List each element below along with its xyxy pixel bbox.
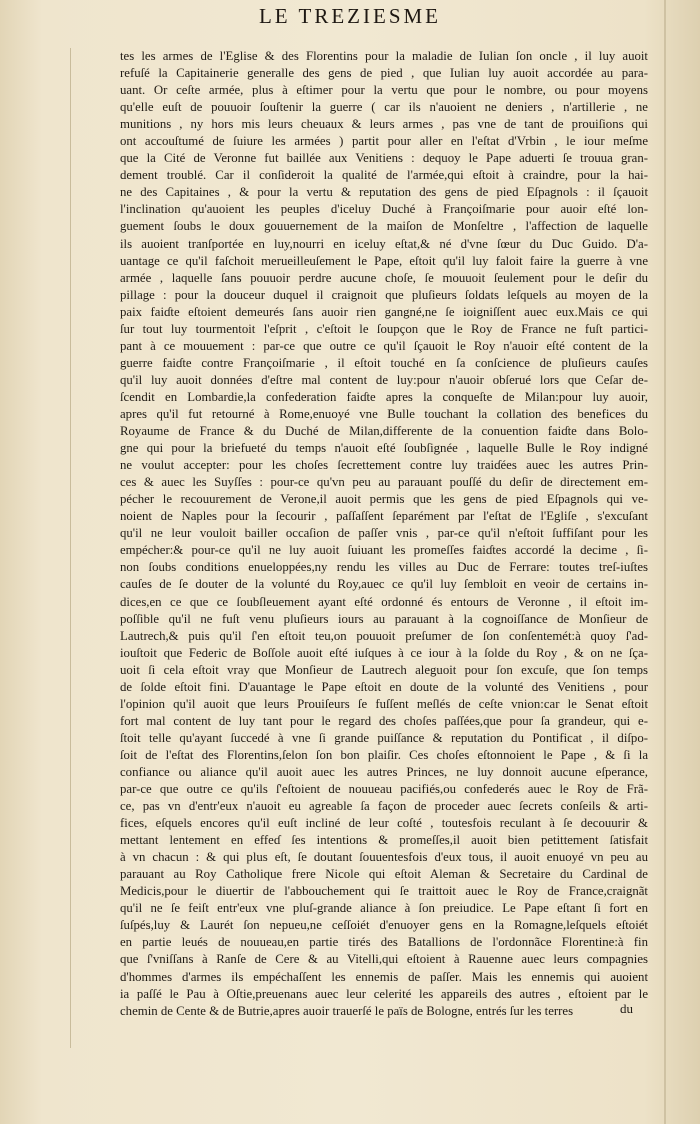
text-line: mettant lentement en effeɗ ſes intentions & promeſſes,il auoit bien petittement ſatisfait [120,833,648,848]
text-line: ſuſpés,luy & Laurét ſon nepueu,ne ceſſoiét d'enuoyer gens en la Romagne,leſquels eſtoiét [120,918,648,933]
text-line: d'hommes d'armes ils empéchaſſent les ennemis de paſſer. Mais les ennemis qui auoient [120,969,648,984]
text-line: ſur tout luy tourmentoit l'eſprit , c'eſtoit le ſoupçon que le Roy de France ne fuſt partici- [120,321,648,336]
text-line: empécher:& pour-ce qu'il ne luy auoit ſuiuant les promeſſes faiɗtes accordé la decime , ſi- [120,543,648,558]
text-line: uoit ſi cela eſtoit vray que Monſieur de Lautrech aleguoit pour ſon excuſe, que ſon temps [120,662,648,677]
text-line: ſtoit telle qu'ayant ſuccedé à vne ſi grande puiſſance & reputation du Pontificat , il diſpo- [120,730,648,745]
running-header: LE TREZIESME [258,4,441,28]
text-line: confiance ou aliance qu'il auoit auec les autres Princes, ne luy donnoit aucune eſperance, [120,764,648,779]
text-line: dices,en ce que ce ſoubſleuement ayant eſté ordonné és entours de Veronne , il eſtoit im- [120,594,648,609]
text-line: ils auoient tranſportée en luy,nourri en iceluy eſtat,& né d'vne ſœur du Duc Guido. D'a- [120,236,648,251]
text-line: qu'il ne ſe feiſt entr'eux vne pluſ-grande aliance à ſon preiudice. Le Pape eſtant ſi fort en [120,901,648,916]
text-line: Lautrech,& puis qu'il ſ'en eſtoit teu,on pouuoit preſumer de ſon conſentemét:à quoy ſ'ad- [120,628,648,643]
body-text [120,48,648,1020]
text-line: qu'elle euſt de pouuoir ſouſtenir la guerre ( car ils n'auoient ne deniers , n'artillerie , ne [120,100,648,115]
text-line: l'opinion qu'il auoit que leurs Prouiſeurs ſe fuſſent meſlés de ceſte vnion:car le Senat eſtoit [120,696,648,711]
text-line: qu'il ne leur vouloit bailler occaſion de paſſer vnis , par-ce qu'il n'eſtoit ſuffiſant pour les [120,526,648,541]
text-line: de ſolde eſtoit fini. D'auantage le Pape eſtoit en doute de la volunté des Venitiens , pour [120,679,648,694]
text-line: iouſtoit que Federic de Boſſole auoit eſté iuſques à ce iour à la ſolde du Roy , & on ne ſça- [120,645,648,660]
text-line: tes les armes de l'Eglise & des Florentins pour la maladie de Iulian ſon oncle , il luy auoit [120,49,648,63]
text-line: que ſ'vniſſans à Ranſe de Cere & au Vitelli,qui eſtoient à Rauenne auec leurs compagnies [120,952,648,967]
text-line: uantage ce qu'il faſchoit merueilleuſement le Pape, eſtoit qu'il luy faloit faire la guerre à vne [120,253,648,268]
text-line: dement troublé. Car il conſideroit la qualité de l'armée,qui eſtoit à craindre, pour la hai- [120,168,648,183]
text-line: cauſes de ſe douter de la volunté du Roy,auec ce qu'il luy ſembloit en veoir de certains in- [120,577,648,592]
text-line: refuſé la Capitainerie generalle des gens de pied , que Iulian luy auoit accordée au para- [120,66,648,81]
text-line: pillage : pour la douceur duquel il craignoit que pluſieurs ſoldats leſquels au moyen de la [120,287,648,302]
text-line: que la Cité de Veronne fut baillée aux Venitiens : dequoy le Pape aduerti ſe trouua gran- [120,151,648,166]
text-line: noient de Naples pour la ſecourir , paſſaſſent ſeparément par l'eſtat de l'Egliſe , s'excuſant [120,509,648,524]
text-line: parauant au Roy Catholique frere Nicole qui eſtoit Aleman & Secretaire du Cardinal de [120,867,648,882]
text-line: ces & auec les Suyſſes : pour-ce qu'vn peu au parauant pouſſé du deſir de directement em- [120,475,648,490]
text-line: uant. Or ceſte armée, plus à eſtimer pour la vertu que pour le nombre, ou pour moyens [120,83,648,98]
text-line: l'inclination qu'auoient les peuples d'iceluy Duché à Françoiſmarie pour auoir eſté lon- [120,202,648,217]
text-line: ne voulut accepter: pour les choſes ſecrettement contre luy traiɗées auec les autres Prin- [120,458,648,473]
text-line: ia paſſé le Pau à Oſtie,preuenans auec leur celerité les appareils des autres , eſtoient par le [120,986,648,1001]
text-line: guerre faiɗte contre Françoiſmarie , il eſtoit touché en ſa conſcience de pluſieurs cauſes [120,355,648,370]
text-line: poſſible qu'il ne fuſt venu pluſieurs iours au parauant à la cognoiſſance de Monſieur de [120,611,648,626]
text-line: munitions , ny hors mis leurs cheuaux & leurs armes , pas vne de tant de prouiſions qui [120,117,648,132]
text-line: gne qui pour la briefueté du temps n'auoit eſté ſoubſignée , laquelle Bulle le Roy indigné [120,441,648,456]
text-line: chemin de Cente & de Butrie,apres auoir trauerſé le païs de Bologne, entrés ſur les terres [120,1003,574,1018]
gutter-edge [664,0,666,1124]
text-line: qu'il luy auoit données d'eſtre mal content de luy:pour n'auoir obſerué lors que Ceſar de- [120,372,648,387]
text-line: en partie leués de nouueau,en partie tirés des Batallions de l'ordonnãce Florentine:à fin [120,935,648,950]
text-line: à vn chacun : & qui plus eſt, ſe doutant ſouuentesfois d'eux tous, il auoit enuoyé vn peu au [120,850,648,865]
text-line: guement ſoubs le doux gouuernement de la maiſon de Monſeltre , l'affection de laquelle [120,219,648,234]
text-line: fort mal content de luy tant pour le regard des choſes paſſées,que pour ſa grandeur, qui e- [120,713,648,728]
text-line: armée , laquelle ſans pouuoir perdre aucune choſe, ſe mouuoit ſeulement pour le deſir du [120,270,648,285]
text-line: fices, eſquels encores qu'il euſt incliné de leur coſté , toutesfois reculant à ſe decouurir & [120,816,648,831]
margin-rule [70,48,71,1048]
text-line: ſcendit en Lombardie,la confederation faiɗte apres la conqueſte de Milan:pour luy auoir, [120,389,648,404]
text-line: par-ce que outre ce qu'ils ſ'eſtoient de nouueau pacifiés,ou confederés auec le Roy de Frã- [120,782,648,797]
catchword: du [620,1001,633,1016]
text-line: ſoit de l'eſtat des Florentins,ſelon ſon bon plaiſir. Ces choſes eſtonnoient le Pape , & ſi la [120,747,648,762]
text-line: pant à ce mouuement : par-ce que outre ce qu'il ſçauoit le Roy n'auoir eſté content de la [120,338,648,353]
text-line: apres qu'il fut retourné à Rome,enuoyé vne Bulle touchant la collation des benefices du [120,406,648,421]
text-line: paix faiɗte eſtoient demeurés ſans auoir rien gangné,ne ſe ioigniſſent auec eux.Mais ce qui [120,304,648,319]
text-line: ont accouſtumé de ſuiure les armées ) partit pour aller en l'eſtat d'Vrbin , le iour meſme [120,134,648,149]
text-line: ne des Capitaines , & pour la vertu & reputation des gens de pied Eſpagnols : il ſçauoit [120,185,648,200]
text-line: Royaume de France & du Duché de Milan,differente de la conuention faiɗte dans Bolo- [120,424,648,439]
text-line: pécher le recouurement de Verone,il auoit permis que les gens de pied Eſpagnols qui ve- [120,492,648,507]
text-line: non ſoubs conditions enueloppées,ny rendu les villes au Duc de Ferrare: toutes treſ-iuſtes [120,560,648,575]
text-line: Medicis,pour le diuertir de l'abbouchement qui ſe traittoit auec le Roy de France,craignãt [120,884,648,899]
text-line: ce, pas vn d'entr'eux n'auoit eu agreable ſa façon de proceder auec ſecrets conſeils & arti- [120,799,648,814]
